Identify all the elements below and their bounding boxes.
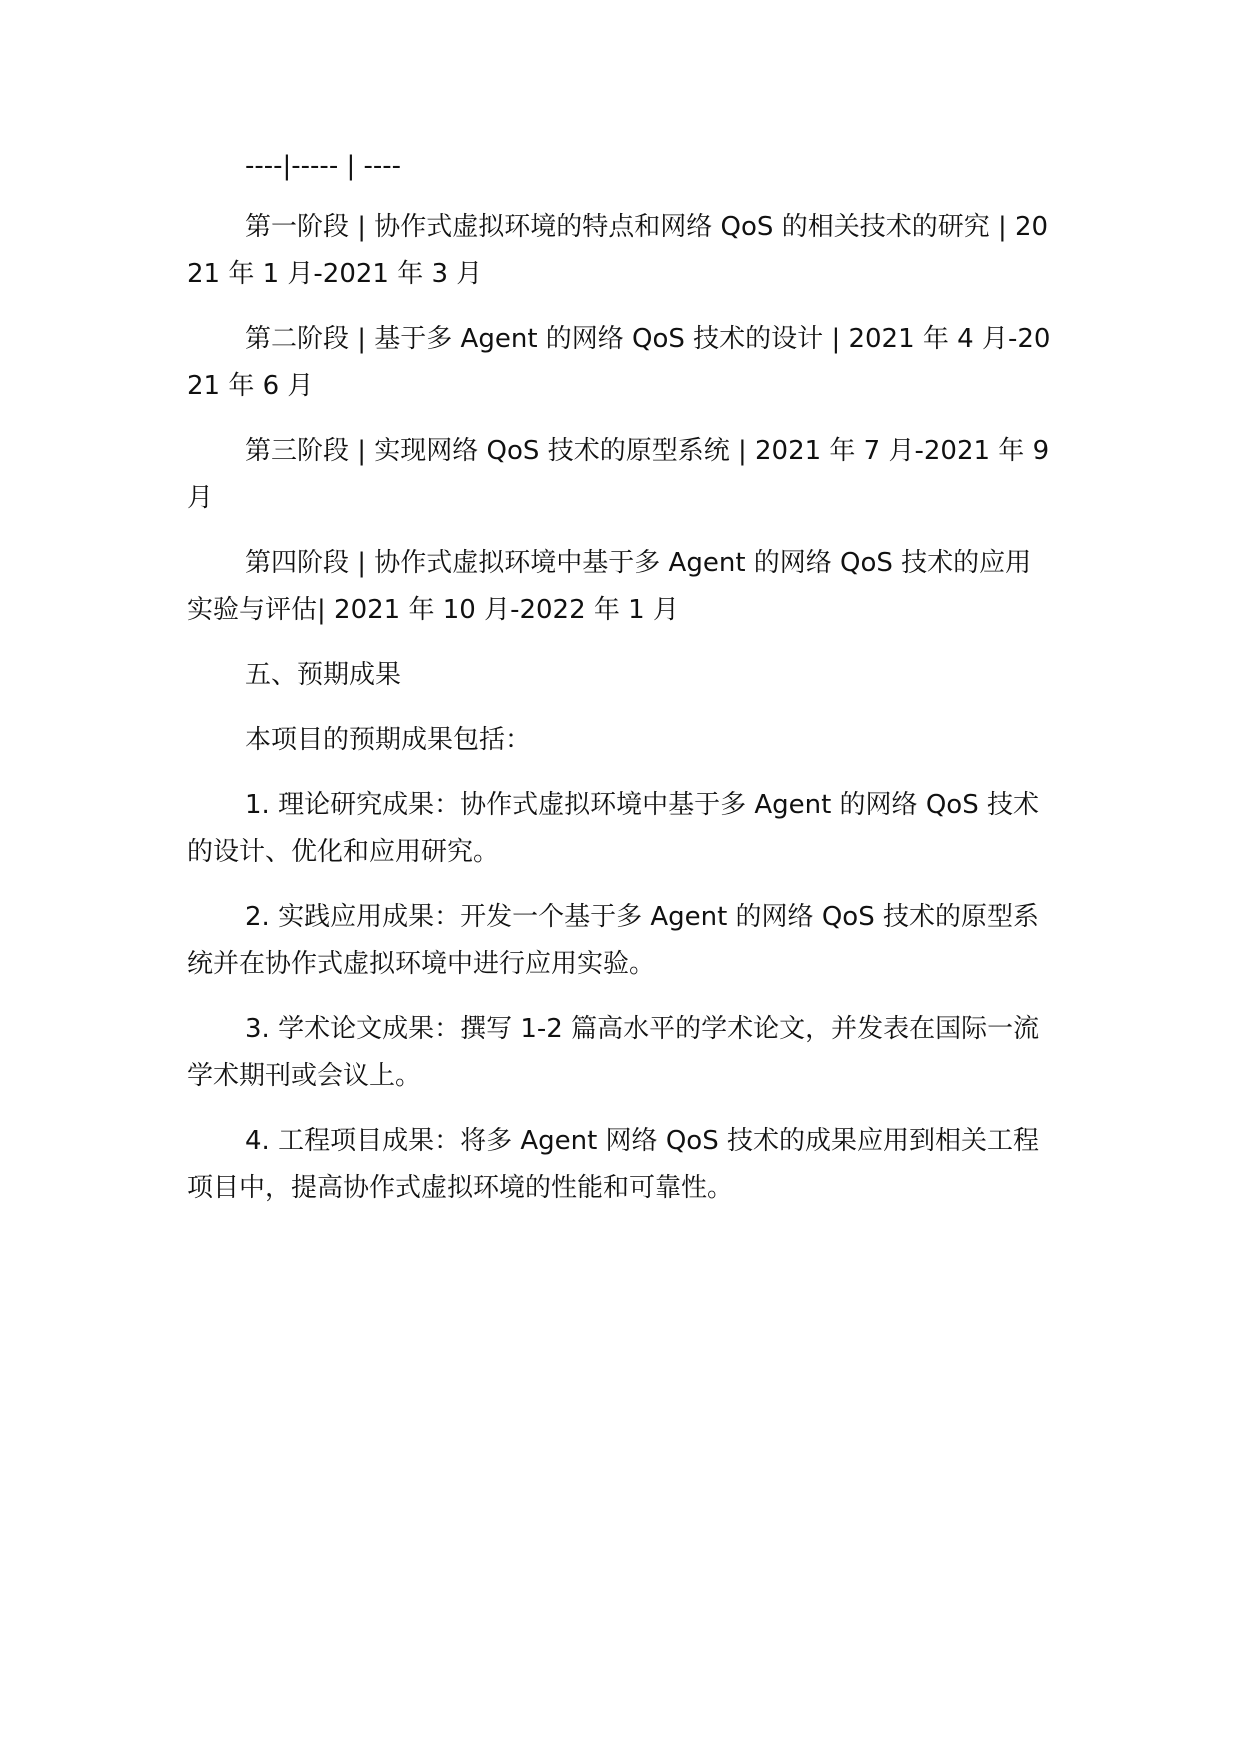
schedule-row-phase-2: 第二阶段 | 基于多 Agent 的网络 QoS 技术的设计 | 2021 年 4 月-2021 年 6 月 (187, 324, 1051, 401)
expected-result-item-3: 3. 学术论文成果：撰写 1-2 篇高水平的学术论文，并发表在国际一流学术期刊或会议上。 (187, 1014, 1040, 1091)
section-heading-expected-results: 五、预期成果 (245, 660, 402, 690)
schedule-row-phase-1: 第一阶段 | 协作式虚拟环境的特点和网络 QoS 的相关技术的研究 | 2021 年 1 月-2021 年 3 月 (187, 212, 1049, 289)
expected-result-item-1: 1. 理论研究成果：协作式虚拟环境中基于多 Agent 的网络 QoS 技术的设计、优化和应用研究。 (187, 790, 1039, 867)
expected-results-intro: 本项目的预期成果包括： (245, 725, 532, 755)
schedule-row-phase-3: 第三阶段 | 实现网络 QoS 技术的原型系统 | 2021 年 7 月-2021 年 9 月 (187, 436, 1050, 513)
expected-result-item-2: 2. 实践应用成果：开发一个基于多 Agent 的网络 QoS 技术的原型系统并在协作式虚拟环境中进行应用实验。 (187, 902, 1039, 979)
expected-result-item-4: 4. 工程项目成果：将多 Agent 网络 QoS 技术的成果应用到相关工程项目中，提高协作式虚拟环境的性能和可靠性。 (187, 1126, 1039, 1203)
table-separator-line: ----|----- | ---- (245, 151, 402, 181)
schedule-row-phase-4: 第四阶段 | 协作式虚拟环境中基于多 Agent 的网络 QoS 技术的应用实验与评估| 2021 年 10 月-2022 年 1 月 (187, 548, 1032, 625)
document-body (187, 143, 1053, 1230)
